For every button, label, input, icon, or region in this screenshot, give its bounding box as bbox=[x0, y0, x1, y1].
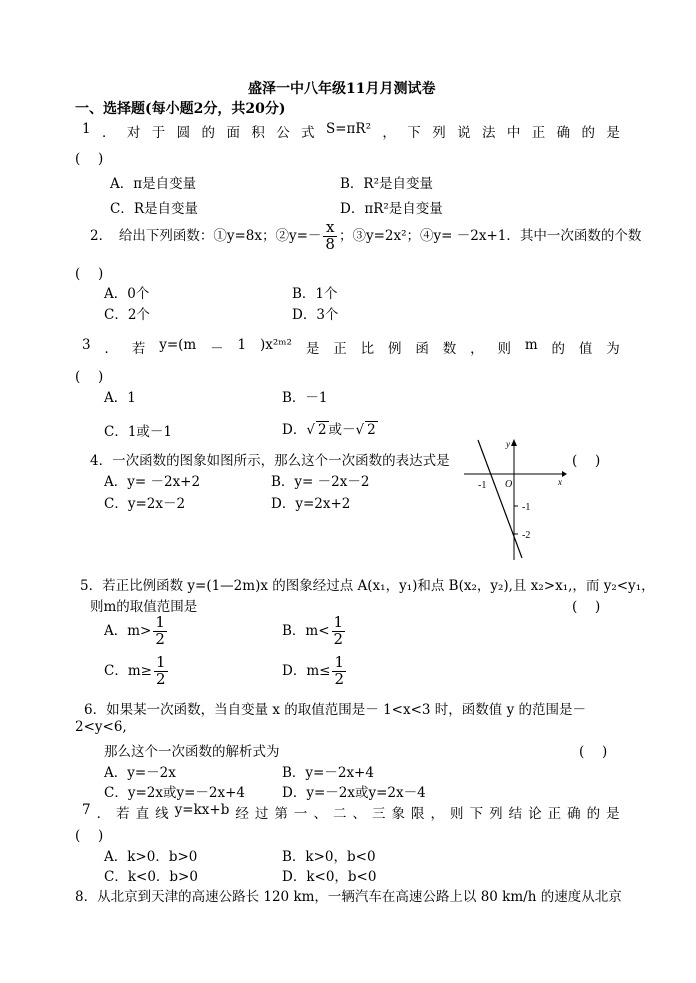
stem-token: 值 bbox=[578, 341, 593, 357]
question-4-option-d: D．y=2x+2 bbox=[271, 496, 351, 512]
stem-token: 法 bbox=[481, 125, 496, 141]
fraction-numerator: x bbox=[323, 220, 337, 237]
stem-token: 下 bbox=[469, 806, 484, 822]
stem-token: 正 bbox=[531, 125, 546, 141]
x-axis-label: x bbox=[558, 477, 562, 487]
fraction-denominator: 2 bbox=[155, 629, 165, 648]
stem-token: 对 bbox=[126, 125, 141, 141]
question-4-answer-paren: ( ) bbox=[572, 453, 601, 469]
stem-token: 若 bbox=[131, 341, 146, 357]
stem-token: 、 bbox=[313, 806, 327, 822]
section-heading: 一、选择题(每小题2分，共20分) bbox=[75, 101, 286, 117]
sqrt-radicand: 2 bbox=[367, 422, 376, 438]
stem-token: 的 bbox=[581, 125, 596, 141]
stem-token: 公 bbox=[276, 125, 290, 141]
question-1-option-a: A．π是自变量 bbox=[110, 176, 197, 192]
stem-token: 二 bbox=[332, 806, 347, 822]
stem-token: 是 bbox=[606, 806, 620, 822]
stem-token: 直 bbox=[135, 806, 150, 822]
x-axis-arrow bbox=[562, 471, 567, 477]
question-1-option-d: D．πR²是自变量 bbox=[340, 201, 443, 217]
question-7-stem bbox=[82, 802, 620, 822]
origin-label: O bbox=[505, 479, 513, 490]
stem-token: 1 bbox=[82, 121, 91, 137]
stem-token: ， bbox=[470, 341, 484, 357]
stem-token: 圆 bbox=[176, 125, 191, 141]
stem-token: 式 bbox=[301, 125, 315, 141]
question-7-option-a: A．k>0．b>0 bbox=[104, 849, 198, 865]
question-3-option-d bbox=[282, 418, 378, 438]
y-tick-label: -2 bbox=[522, 530, 531, 541]
stem-token: 论 bbox=[528, 806, 542, 822]
stem-token: 为 bbox=[606, 341, 620, 357]
question-1-stem bbox=[82, 121, 620, 141]
stem-token: 第 bbox=[274, 806, 288, 822]
stem-token: ， bbox=[430, 806, 445, 822]
stem-token: 经 bbox=[235, 806, 249, 822]
stem-token: － bbox=[210, 341, 224, 357]
question-3-answer-paren: ( ) bbox=[75, 369, 104, 385]
question-6-option-b: B．y=－2x+4 bbox=[282, 765, 374, 781]
stem-token: ． bbox=[96, 806, 111, 822]
question-6-option-c: C．y=2x或y=－2x+4 bbox=[104, 785, 246, 801]
fraction-numerator: 1 bbox=[155, 613, 165, 631]
question-2-stem bbox=[90, 220, 641, 253]
stem-token: 是 bbox=[305, 341, 320, 357]
question-8-stem: 8．从北京到天津的高速公路长 120 km，一辆汽车在高速公路上以 80 km/h 的速度从北京 bbox=[75, 889, 622, 905]
stem-token: 例 bbox=[387, 341, 402, 357]
stem-token: )x²ᵐ² bbox=[259, 337, 292, 353]
question-6-answer-paren: ( ) bbox=[579, 744, 608, 760]
stem-token: 是 bbox=[606, 125, 620, 141]
question-4-option-a: A．y= －2x+2 bbox=[104, 474, 201, 490]
stem-token: 面 bbox=[226, 125, 240, 141]
question-1-answer-paren: ( ) bbox=[75, 151, 104, 167]
fraction bbox=[323, 220, 337, 253]
fraction-numerator: 1 bbox=[334, 653, 344, 671]
question-6-stem-line3: 那么这个一次函数的解析式为 bbox=[104, 744, 280, 760]
stem-token: m bbox=[524, 337, 538, 353]
question-7-option-d: D．k<0，b<0 bbox=[282, 869, 377, 885]
stem-token: 象 bbox=[391, 806, 405, 822]
stem-token: 函 bbox=[415, 341, 429, 357]
y-axis-label: y bbox=[506, 439, 510, 449]
stem-token: 数 bbox=[442, 341, 457, 357]
question-1-option-b: B．R²是自变量 bbox=[340, 176, 433, 192]
option-label: C．m≥ bbox=[104, 662, 152, 679]
y-tick-label: -1 bbox=[522, 502, 531, 513]
stem-token: 的 bbox=[551, 341, 565, 357]
question-5-option-c bbox=[104, 655, 170, 688]
fraction bbox=[153, 615, 167, 648]
stem-token: y=(m bbox=[159, 337, 197, 353]
exam-title: 盛泽一中八年级11月月测试卷 bbox=[248, 81, 436, 97]
question-2-answer-paren: ( ) bbox=[75, 266, 104, 282]
question-2-option-a: A．0个 bbox=[104, 286, 150, 302]
question-3-option-c: C．1或－1 bbox=[104, 424, 173, 440]
stem-token: 确 bbox=[567, 806, 581, 822]
stem-token: 中 bbox=[506, 125, 521, 141]
question-6-stem-line2: 2<y<6, bbox=[75, 719, 127, 735]
stem-token: 的 bbox=[586, 806, 601, 822]
stem-token: 积 bbox=[251, 125, 265, 141]
question-7-option-b: B．k>0，b<0 bbox=[282, 849, 376, 865]
sqrt-sign: √ bbox=[306, 422, 315, 438]
y-axis-arrow bbox=[511, 439, 517, 446]
stem-token: 3 bbox=[82, 337, 91, 353]
question-7-answer-paren: ( ) bbox=[75, 828, 104, 844]
stem-token: 若 bbox=[116, 806, 130, 822]
stem-token: 的 bbox=[201, 125, 216, 141]
function-line bbox=[478, 440, 522, 558]
stem-token: 则 bbox=[450, 806, 464, 822]
stem-token: 7 bbox=[82, 802, 91, 818]
stem-token: 正 bbox=[547, 806, 562, 822]
question-5-option-d bbox=[282, 655, 348, 688]
question-6-stem: 6．如果某一次函数，当自变量 x 的取值范围是－ 1<x<3 时，函数值 y 的范围是－ bbox=[84, 702, 586, 718]
question-2-option-b: B．1个 bbox=[292, 286, 338, 302]
stem-token: 正 bbox=[333, 341, 347, 357]
stem-token: 1 bbox=[237, 337, 247, 353]
question-3-option-d-label: D． bbox=[282, 422, 307, 438]
question-3-option-a: A．1 bbox=[104, 390, 136, 406]
stem-token: 限 bbox=[411, 806, 425, 822]
question-2-stem-pre: 2． 给出下列函数：①y=8x；②y=－ bbox=[90, 227, 322, 244]
option-label: A．m> bbox=[104, 622, 152, 639]
fraction-denominator: 8 bbox=[325, 234, 335, 253]
question-4-stem: 4．一次函数的图象如图所示，那么这个一次函数的表达式是 bbox=[90, 453, 450, 469]
stem-token: 于 bbox=[151, 125, 166, 141]
fraction bbox=[332, 655, 346, 688]
question-6-option-a: A．y=－2x bbox=[104, 765, 176, 781]
question-7-option-c: C．k<0．b>0 bbox=[104, 869, 198, 885]
stem-token: 则 bbox=[497, 341, 511, 357]
stem-token: 、 bbox=[352, 806, 366, 822]
sqrt-radicand: 2 bbox=[317, 422, 327, 438]
stem-token: S=πR² bbox=[326, 121, 372, 137]
stem-token: y=kx+b bbox=[174, 802, 230, 818]
fraction-denominator: 2 bbox=[333, 629, 344, 648]
stem-token: 过 bbox=[254, 806, 269, 822]
stem-token: 列 bbox=[432, 125, 446, 141]
stem-token: 线 bbox=[155, 806, 169, 822]
fraction-numerator: 1 bbox=[333, 613, 344, 631]
question-4-option-c: C．y=2x－2 bbox=[104, 496, 186, 512]
question-5-answer-paren: ( ) bbox=[572, 599, 601, 615]
question-5-stem: 5．若正比例函数 y=(1—2m)x 的图象经过点 A(x₁，y₁)和点 B(x₂，y₂),且 x₂>x₁,，而 y₂<y₁， bbox=[80, 578, 655, 594]
sqrt-sign: √ bbox=[355, 422, 365, 438]
question-3-option-b: B．－1 bbox=[282, 390, 328, 406]
question-2-stem-post: ；③y=2x²；④y= －2x+1．其中一次函数的个数 bbox=[338, 227, 642, 244]
fraction-denominator: 2 bbox=[155, 669, 166, 688]
option-label: B．m< bbox=[282, 622, 330, 639]
stem-token: 列 bbox=[489, 806, 503, 822]
question-3-option-d-mid: 或－ bbox=[328, 422, 356, 438]
question-2-option-c: C．2个 bbox=[104, 307, 150, 323]
stem-token: 说 bbox=[457, 125, 471, 141]
linear-function-graph bbox=[462, 436, 567, 562]
stem-token: 下 bbox=[407, 125, 421, 141]
question-3-stem bbox=[82, 337, 620, 357]
fraction-denominator: 2 bbox=[334, 669, 344, 688]
question-4-option-b: B．y= －2x－2 bbox=[271, 474, 370, 490]
question-5-option-b bbox=[282, 615, 347, 648]
question-1-option-c: C．R是自变量 bbox=[110, 201, 198, 217]
question-2-option-d: D．3个 bbox=[292, 307, 339, 323]
stem-token: ． bbox=[104, 341, 118, 357]
stem-token: ． bbox=[101, 125, 116, 141]
stem-token: ， bbox=[382, 125, 396, 141]
question-5-option-a bbox=[104, 615, 169, 648]
question-5-stem-line2: 则m的取值范围是 bbox=[90, 599, 198, 615]
stem-token: 比 bbox=[360, 341, 375, 357]
stem-token: 结 bbox=[508, 806, 523, 822]
fraction-numerator: 1 bbox=[155, 653, 166, 671]
fraction bbox=[332, 615, 346, 648]
stem-token: 确 bbox=[556, 125, 571, 141]
x-tick-label: -1 bbox=[478, 480, 487, 491]
question-6-option-d: D．y=－2x或y=2x－4 bbox=[282, 785, 426, 801]
stem-token: 三 bbox=[371, 806, 386, 822]
fraction bbox=[154, 655, 168, 688]
stem-token: 一 bbox=[293, 806, 308, 822]
option-label: D．m≤ bbox=[282, 662, 331, 679]
